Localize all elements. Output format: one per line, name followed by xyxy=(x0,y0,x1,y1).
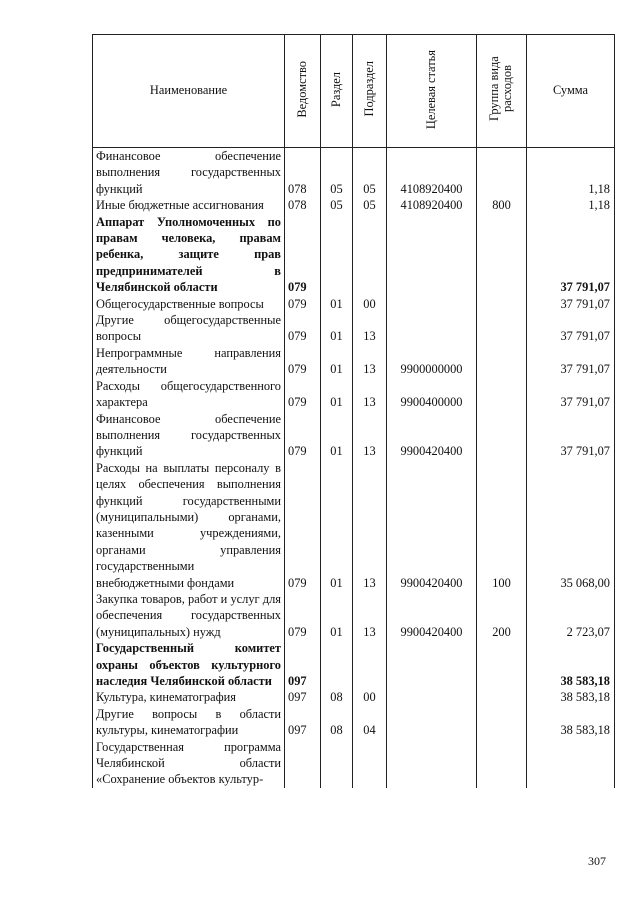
cell-name: Финансовое обеспечение выполнения государственных функций xyxy=(93,148,285,198)
cell-sum: 37 791,07 xyxy=(527,296,615,312)
cell-name: Непрограммные направления деятельности xyxy=(93,345,285,378)
cell-sub xyxy=(353,214,387,296)
header-expense-group: Группа вида расходов xyxy=(477,35,527,148)
cell-sub: 13 xyxy=(353,345,387,378)
cell-sec: 01 xyxy=(321,312,353,345)
table-row xyxy=(93,345,615,378)
cell-sec: 01 xyxy=(321,296,353,312)
cell-sec: 01 xyxy=(321,411,353,460)
table-row xyxy=(93,640,615,689)
table-row xyxy=(93,739,615,788)
table-row xyxy=(93,706,615,739)
cell-sum: 37 791,07 xyxy=(527,345,615,378)
cell-dept: 078 xyxy=(285,148,321,198)
header-section: Раздел xyxy=(321,35,353,148)
cell-dept: 079 xyxy=(285,591,321,640)
cell-target: 4108920400 xyxy=(387,148,477,198)
cell-group xyxy=(477,214,527,296)
cell-sec: 01 xyxy=(321,591,353,640)
cell-sec: 08 xyxy=(321,706,353,739)
cell-dept: 079 xyxy=(285,411,321,460)
cell-sec xyxy=(321,640,353,689)
cell-group xyxy=(477,312,527,345)
cell-group: 200 xyxy=(477,591,527,640)
cell-sec: 05 xyxy=(321,148,353,198)
cell-name: Культура, кинематография xyxy=(93,689,285,705)
cell-name: Закупка товаров, работ и услуг для обеспечения государственных (муниципальных) нужд xyxy=(93,591,285,640)
table-row xyxy=(93,591,615,640)
cell-sec: 01 xyxy=(321,460,353,591)
table-row xyxy=(93,378,615,411)
cell-sub: 00 xyxy=(353,689,387,705)
header-subsection: Подраздел xyxy=(353,35,387,148)
cell-sub: 05 xyxy=(353,197,387,213)
table-row xyxy=(93,148,615,198)
table-row xyxy=(93,689,615,705)
page-number: 307 xyxy=(588,854,606,868)
cell-sum: 2 723,07 xyxy=(527,591,615,640)
cell-name: Государственный комитет охраны объектов культурного наследия Челябинской области xyxy=(93,640,285,689)
cell-sum: 37 791,07 xyxy=(527,411,615,460)
cell-dept: 079 xyxy=(285,345,321,378)
cell-target: 9900400000 xyxy=(387,378,477,411)
cell-target: 9900420400 xyxy=(387,591,477,640)
cell-sub: 00 xyxy=(353,296,387,312)
cell-dept: 078 xyxy=(285,197,321,213)
cell-group xyxy=(477,296,527,312)
header-target-article: Целевая статья xyxy=(387,35,477,148)
cell-sec: 05 xyxy=(321,197,353,213)
cell-sum: 37 791,07 xyxy=(527,214,615,296)
cell-sum: 1,18 xyxy=(527,197,615,213)
table-header xyxy=(93,35,615,148)
cell-sub: 13 xyxy=(353,591,387,640)
cell-target xyxy=(387,296,477,312)
cell-target: 9900000000 xyxy=(387,345,477,378)
cell-name: Другие общегосударственные вопросы xyxy=(93,312,285,345)
cell-group xyxy=(477,411,527,460)
cell-dept: 079 xyxy=(285,378,321,411)
cell-sum: 37 791,07 xyxy=(527,312,615,345)
cell-group: 100 xyxy=(477,460,527,591)
cell-target: 4108920400 xyxy=(387,197,477,213)
cell-group xyxy=(477,345,527,378)
cell-target xyxy=(387,689,477,705)
cell-group xyxy=(477,706,527,739)
cell-name: Аппарат Уполномоченных по правам человека, правам ребенка, защите прав предпринимателей в Челябинской области xyxy=(93,214,285,296)
cell-sub: 13 xyxy=(353,378,387,411)
cell-target xyxy=(387,706,477,739)
header-sum: Сумма xyxy=(527,35,615,148)
cell-name: Финансовое обеспечение выполнения государственных функций xyxy=(93,411,285,460)
cell-sub: 04 xyxy=(353,706,387,739)
cell-group xyxy=(477,640,527,689)
header-department: Ведомство xyxy=(285,35,321,148)
cell-target xyxy=(387,312,477,345)
cell-sec xyxy=(321,214,353,296)
cell-sum: 38 583,18 xyxy=(527,706,615,739)
cell-sum: 38 583,18 xyxy=(527,640,615,689)
cell-group xyxy=(477,739,527,788)
cell-dept: 079 xyxy=(285,312,321,345)
table-row xyxy=(93,312,615,345)
cell-sub: 13 xyxy=(353,411,387,460)
cell-sum: 37 791,07 xyxy=(527,378,615,411)
table-row xyxy=(93,214,615,296)
budget-table xyxy=(92,34,615,788)
cell-dept: 097 xyxy=(285,706,321,739)
cell-target xyxy=(387,214,477,296)
cell-sec: 01 xyxy=(321,378,353,411)
table-row xyxy=(93,197,615,213)
cell-target xyxy=(387,739,477,788)
cell-name: Государственная программа Челябинской области «Сохранение объектов культур- xyxy=(93,739,285,788)
cell-group xyxy=(477,148,527,198)
cell-sum: 35 068,00 xyxy=(527,460,615,591)
cell-target: 9900420400 xyxy=(387,411,477,460)
cell-sec xyxy=(321,739,353,788)
cell-dept: 097 xyxy=(285,689,321,705)
cell-target: 9900420400 xyxy=(387,460,477,591)
cell-name: Другие вопросы в области культуры, кинематографии xyxy=(93,706,285,739)
cell-dept xyxy=(285,739,321,788)
cell-name: Расходы общегосударственного характера xyxy=(93,378,285,411)
cell-dept: 079 xyxy=(285,460,321,591)
cell-sub: 13 xyxy=(353,312,387,345)
table-body xyxy=(93,148,615,788)
cell-name: Общегосударственные вопросы xyxy=(93,296,285,312)
cell-sec: 08 xyxy=(321,689,353,705)
cell-sub: 05 xyxy=(353,148,387,198)
cell-group xyxy=(477,689,527,705)
table-row xyxy=(93,411,615,460)
cell-sub xyxy=(353,640,387,689)
cell-group xyxy=(477,378,527,411)
cell-dept: 079 xyxy=(285,214,321,296)
cell-dept: 079 xyxy=(285,296,321,312)
cell-name: Расходы на выплаты персоналу в целях обеспечения выполнения функций государственными (муниципальными) органами, казенными учреждениями, органами управления государственными внебюджетными фондами xyxy=(93,460,285,591)
cell-sum: 38 583,18 xyxy=(527,689,615,705)
cell-group: 800 xyxy=(477,197,527,213)
cell-target xyxy=(387,640,477,689)
cell-dept: 097 xyxy=(285,640,321,689)
cell-sum xyxy=(527,739,615,788)
header-name: Наименование xyxy=(93,35,285,148)
cell-name: Иные бюджетные ассигнования xyxy=(93,197,285,213)
table-row xyxy=(93,296,615,312)
cell-sub: 13 xyxy=(353,460,387,591)
cell-sec: 01 xyxy=(321,345,353,378)
table-row xyxy=(93,460,615,591)
cell-sum: 1,18 xyxy=(527,148,615,198)
cell-sub xyxy=(353,739,387,788)
